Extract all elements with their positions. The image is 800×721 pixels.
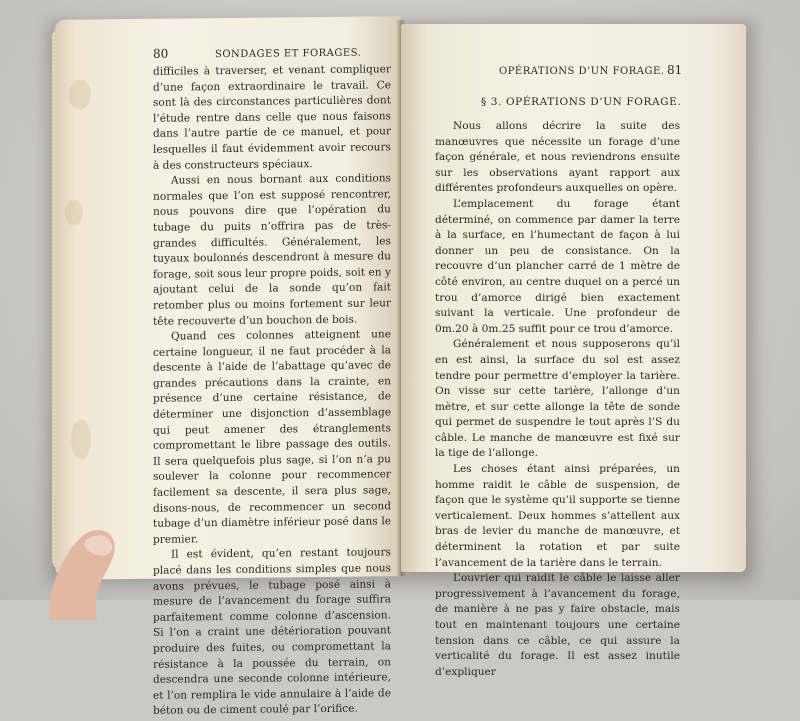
- paragraph: Les choses étant ainsi préparées, un homme raidit le câble de suspension, de façon que le système qu’il supporte se tienne verticalement. Deux hommes s’attellent aux bras de levier du manche de manœuvre, et déterminent la rotation et par suite l’avancement de la tarière dans le terrain.: [435, 463, 680, 569]
- left-body-text: [153, 62, 391, 719]
- paragraph: Généralement et nous supposerons qu’il en est ainsi, la surface du sol est assez tendre pour permettre d’employer la tarière. On visse sur cette tarière, l’allonge d’un mètre, et sur cette allonge la tête de sonde qui permet de suspendre le tout après l’S du câble. Le manche de manœuvre est fixé sur la tige de l’allonge.: [435, 338, 680, 460]
- left-running-head: SONDAGES ET FORAGES.: [215, 47, 362, 61]
- section-title: § 3. OPÉRATIONS D’UN FORAGE.: [481, 96, 682, 108]
- paper-stain: [65, 200, 83, 226]
- paragraph: Quand ces colonnes atteignent une certaine longueur, il ne faut procéder à la descente à l’aide de l’abattage qu’avec de grandes précautions dans la crainte, en présence d’une certaine résistance, de déterminer une disjonction d’assemblage qui peut amener des étranglements compromettant le libre passage des outils. Il sera quelquefois plus sage, si l’on n’a pu soulever la colonne pour recommencer facilement sa descente, il sera plus sage, disons-nous, de recommencer un second tubage d’un diamètre inférieur posé dans le premier.: [153, 328, 391, 546]
- paragraph: L’emplacement du forage étant déterminé, on commence par damer la terre à la surface, en l’humectant de façon à lui donner un peu de consistance. On la recouvre d’un plancher carré de 1 mètre de côté environ, au centre duquel on a percé un trou d’amorce dirigé bien exactement suivant la verticale. Une profondeur de 0m.20 à 0m.25 suffit pour ce trou d’amorce.: [435, 197, 680, 335]
- left-page: [55, 16, 401, 718]
- right-body-text: [435, 119, 680, 680]
- right-page: [401, 24, 746, 678]
- paragraph: L’ouvrier qui raidit le câble le laisse aller progressivement à l’avancement du forage, de manière à ne pas y faire obstacle, mais tout en maintenant toujours une certaine tension dans ce câble, ce qui assure la verticalité du forage. Il est assez inutile d’expliquer: [435, 572, 680, 678]
- right-page-number: 81: [667, 63, 683, 77]
- paper-stain: [71, 419, 91, 459]
- right-running-head: OPÉRATIONS D’UN FORAGE.: [499, 66, 665, 77]
- paragraph: Nous allons décrire la suite des manœuvres que nécessite un forage d’une façon générale, et nous reviendrons ensuite sur les observations ayant rapport aux différentes profondeurs auxquelles on opère.: [435, 120, 680, 195]
- paragraph: difficiles à traverser, et venant compliquer d’une façon extraordinaire le travail. Ce sont là des circonstances particulières dont l’étude rentre dans celle que nous faisons dans l’autre partie de ce manuel, et pour lesquelles il faut évidemment avoir recours à des constructeurs spéciaux.: [153, 63, 391, 172]
- paper-stain: [69, 79, 91, 109]
- paragraph: Il est évident, qu’en restant toujours placé dans les conditions simples que nous avons prévues, le tubage posé ainsi à mesure de l’avancement du forage suffira parfaitement comme colonne d’ascension. Si l’on a craint une détérioration pouvant produire des fuites, ou compromettant la résistance à la poussée du terrain, on descendra une seconde colonne intérieure, et l’on remplira le vide annulaire à l’aide de béton ou de ciment coulé par l’orifice.: [153, 546, 391, 718]
- thumb-photo-element: [40, 520, 130, 620]
- left-page-number: 80: [153, 46, 169, 61]
- paragraph: Aussi en nous bornant aux conditions normales que l’on est supposé rencontrer, nous pouvons dire que l’opération du tubage du puits n’offrira pas de très-grandes difficultés. Généralement, les tuyaux boulonnés descendront à mesure du forage, soit sous leur propre poids, soit en y ajoutant celui de la sonde qu’on fait retomber plus ou moins fortement sur leur tête recouverte d’un bouchon de bois.: [153, 172, 391, 328]
